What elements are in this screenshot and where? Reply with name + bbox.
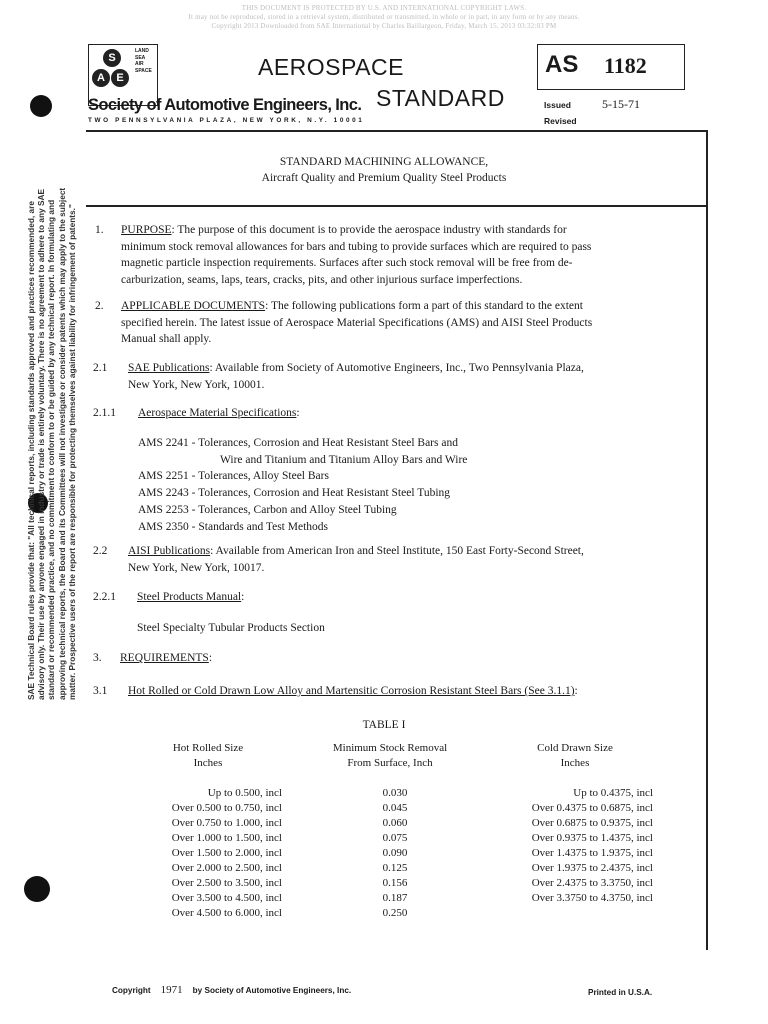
doc-number-box (537, 44, 685, 90)
section-number: 2. (95, 300, 104, 312)
section-number: 3. (93, 652, 102, 664)
logo-word: AIR (135, 61, 144, 67)
table-cell: Over 0.6875 to 0.9375, incl (531, 817, 653, 829)
table-header-cold-drawn (500, 741, 650, 771)
section-purpose (121, 222, 701, 289)
section-requirements (120, 650, 212, 667)
table-cell: Over 2.500 to 3.500, incl (171, 877, 282, 889)
table-cell: Over 1.9375 to 2.4375, incl (531, 862, 653, 874)
issued-date: 5-15-71 (602, 97, 640, 111)
logo-letter: E (111, 69, 129, 87)
list-item: AMS 2243 - Tolerances, Corrosion and Heat Resistant Steel Tubing (138, 487, 451, 500)
heading-colon: : (241, 591, 245, 603)
table-cell: Over 4.500 to 6.000, incl (171, 907, 282, 919)
section-heading: PURPOSE (121, 224, 172, 236)
table-header-line: Inches (560, 757, 590, 769)
org-address: TWO PENNSYLVANIA PLAZA, NEW YORK, N.Y. 10001 (88, 117, 365, 124)
text-line: Manual shall apply. (121, 333, 212, 346)
doc-title-line2: Aircraft Quality and Premium Quality Steel Products (261, 172, 507, 184)
table-header-hot-rolled (128, 741, 288, 771)
table-cell: 0.030 (382, 787, 408, 799)
table-header-line: Minimum Stock Removal (332, 742, 448, 754)
text-line: New York, New York, 10001. (128, 378, 265, 391)
section-heading: APPLICABLE DOCUMENTS (121, 300, 266, 312)
binder-hole-top (30, 95, 52, 117)
section-number: 2.2.1 (93, 591, 116, 603)
table-cell: 0.075 (382, 832, 408, 844)
header-rule (86, 130, 706, 132)
doc-prefix: AS (545, 51, 579, 78)
logo-word: LAND (135, 48, 149, 54)
table-header-line: Inches (193, 757, 223, 769)
table-cell: Over 2.4375 to 3.3750, incl (531, 877, 653, 889)
text-line: magnetic particle inspection requirements. Surfaces after such stock removal will be free from de- (121, 257, 573, 270)
heading-colon: : (208, 652, 213, 664)
header-title-standard: STANDARD (376, 85, 505, 111)
issued-label: Issued (544, 100, 571, 110)
footer-printed: Printed in U.S.A. (588, 988, 653, 997)
section-aisi-publications (128, 543, 703, 576)
watermark-line: THIS DOCUMENT IS PROTECTED BY U.S. AND INTERNATIONAL COPYRIGHT LAWS. (241, 4, 527, 12)
table-cell: 0.156 (382, 877, 408, 889)
right-margin-rule (706, 130, 708, 950)
table-header-line: Cold Drawn Size (537, 742, 613, 754)
doc-title-line1: STANDARD MACHINING ALLOWANCE, (279, 156, 489, 168)
table-column-stock-removal (360, 786, 430, 921)
table-cell: 0.090 (382, 847, 408, 859)
binder-hole-bottom (24, 876, 50, 902)
section-heading: Hot Rolled or Cold Drawn Low Alloy and Martensitic Corrosion Resistant Steel Bars (See 3.1.1) (128, 685, 575, 697)
org-name: Society of Automotive Engineers, Inc. (88, 96, 362, 114)
table-cell: Up to 0.4375, incl (573, 787, 653, 799)
table-cell: 0.045 (382, 802, 408, 814)
table-cell: 0.187 (382, 892, 408, 904)
watermark-line: Copyright 2013 Downloaded from SAE International by Charles Baillargeon, Friday, March 15, 2013 03:32:03 PM (211, 22, 557, 30)
table-cell: 0.060 (382, 817, 408, 829)
doc-number: 1182 (604, 53, 647, 78)
section-hot-rolled-bars (128, 683, 706, 700)
section-applicable-documents (121, 298, 701, 348)
heading-colon: : (574, 685, 578, 697)
text-line: : The purpose of this document is to provide the aerospace industry with standards for (171, 224, 567, 236)
table-cell: Over 1.000 to 1.500, incl (171, 832, 282, 844)
logo-words (135, 48, 152, 74)
table-header-line: From Surface, Inch (347, 757, 433, 769)
table-cell: Over 1.500 to 2.000, incl (171, 847, 282, 859)
text-line: : The following publications form a part of this standard to the extent (265, 300, 583, 312)
section-heading: REQUIREMENTS (120, 652, 209, 664)
copyright-holder: by Society of Automotive Engineers, Inc. (192, 986, 352, 995)
text-line: minimum stock removal allowances for bars and tubing to provide surfaces which are required to pass (121, 240, 592, 253)
section-steel-products-manual (137, 589, 244, 606)
logo-word: SEA (135, 54, 146, 61)
section-number: 2.1.1 (93, 407, 116, 419)
table-cell: Up to 0.500, incl (207, 787, 282, 799)
footer-copyright (112, 980, 351, 998)
list-item: AMS 2253 - Tolerances, Carbon and Alloy Steel Tubing (138, 503, 397, 516)
section-number: 2.1 (93, 362, 108, 374)
logo-letter: A (92, 69, 110, 87)
watermark-line: It may not be reproduced, stored in a retrieval system, distributed or transmitted, in whole or in part, in any form or by any means. (188, 13, 580, 21)
section-number: 1. (95, 224, 104, 236)
text-line: : Available from Society of Automotive Engineers, Inc., Two Pennsylvania Plaza, (209, 362, 584, 374)
list-item: AMS 2251 - Tolerances, Alloy Steel Bars (138, 470, 329, 483)
heading-colon: : (296, 407, 300, 419)
table-cell: Over 3.3750 to 4.3750, incl (531, 892, 653, 904)
section-heading: Steel Products Manual (137, 591, 242, 603)
copyright-watermark (0, 4, 768, 31)
table-cell: Over 3.500 to 4.500, incl (171, 892, 282, 904)
section-number: 2.2 (93, 545, 108, 557)
copyright-prefix: Copyright (112, 986, 151, 995)
table-cell: Over 0.4375 to 0.6875, incl (531, 802, 653, 814)
table-cell: Over 1.4375 to 1.9375, incl (531, 847, 653, 859)
section-number: 3.1 (93, 685, 108, 697)
table-column-cold-drawn (470, 786, 653, 906)
table-column-hot-rolled (120, 786, 282, 921)
title-rule (86, 205, 706, 207)
text-line: carburization, seams, laps, tears, cracks, pits, and other injurious surface imperfections. (121, 274, 523, 287)
list-item: Wire and Titanium and Titanium Alloy Bars and Wire (220, 453, 468, 466)
text-line: specified herein. The latest issue of Aerospace Material Specifications (AMS) and AISI Steel Products (121, 316, 593, 329)
section-heading: AISI Publications (128, 545, 211, 557)
copyright-year: 1971 (160, 984, 183, 996)
list-item: AMS 2350 - Standards and Test Methods (138, 520, 329, 533)
table-cell: Over 0.500 to 0.750, incl (171, 802, 282, 814)
section-heading: Aerospace Material Specifications (138, 407, 297, 419)
ams-list (138, 435, 467, 535)
table-header-stock-removal (305, 741, 475, 771)
list-item: AMS 2241 - Tolerances, Corrosion and Heat Resistant Steel Bars and (138, 437, 458, 449)
section-heading: SAE Publications (128, 362, 210, 374)
table-header-line: Hot Rolled Size (172, 742, 244, 754)
text-line: : Available from American Iron and Steel Institute, 150 East Forty-Second Street, (210, 545, 584, 557)
logo-letter: S (103, 49, 121, 67)
revised-label: Revised (544, 116, 577, 126)
table-cell: 0.250 (382, 907, 408, 919)
table-cell: 0.125 (382, 862, 408, 874)
text-line: New York, New York, 10017. (128, 561, 265, 574)
logo-word: SPACE (135, 67, 152, 74)
table-cell: Over 0.9375 to 1.4375, incl (531, 832, 653, 844)
side-legal-notice: SAE Technical Board rules provide that: "All technical reports, including standards approved and practices recommended, are advisory only. Their use by anyone engaged in industry or trade is entirely voluntary. There is no agreement to adhere to any SAE standard or recommended practice, and no commitment to conform to or be guided by any technical report. In formulating and approving technical reports, the Board and its Committees will not investigate or consider patents which may apply to the subject matter. Prospective users of the report are responsible for protecting themselves against liability for infringement of patents." (26, 187, 77, 700)
header-title-aerospace: AEROSPACE (258, 54, 404, 80)
table-cell: Over 0.750 to 1.000, incl (171, 817, 282, 829)
table-caption: TABLE I (362, 719, 406, 731)
section-sae-publications (128, 360, 703, 393)
section-ams-heading (138, 405, 300, 422)
table-cell: Over 2.000 to 2.500, incl (171, 862, 282, 874)
list-item: Steel Specialty Tubular Products Section (137, 622, 325, 634)
